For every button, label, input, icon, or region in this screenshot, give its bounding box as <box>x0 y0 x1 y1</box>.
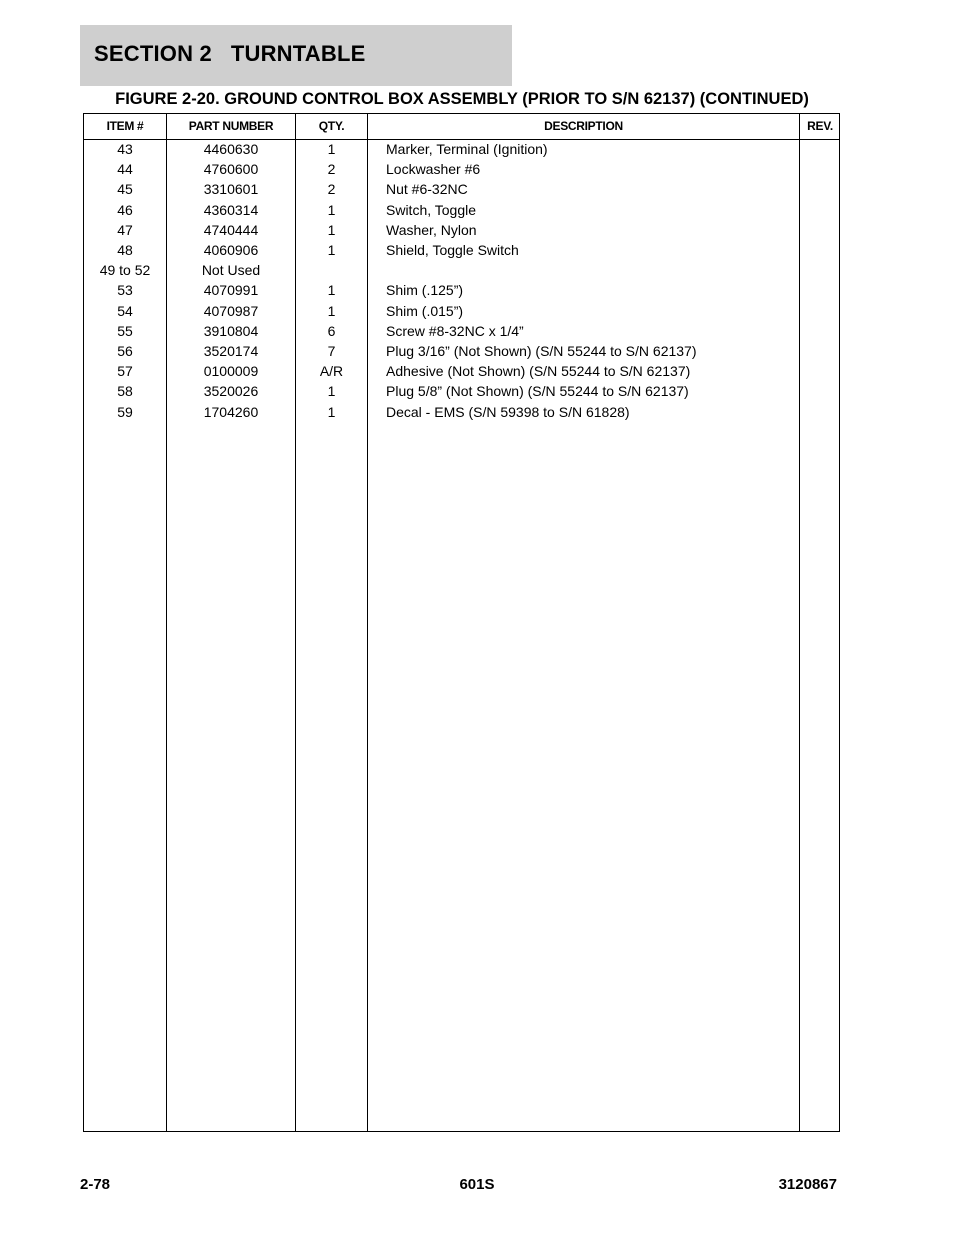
header-rev: REV. <box>807 119 833 133</box>
quantity-cell: 1 <box>327 141 336 157</box>
revision-cell <box>800 202 840 222</box>
description-cell: Nut #6-32NC <box>386 181 468 198</box>
section-title: SECTION 2 TURNTABLE <box>94 41 366 66</box>
revision-cell <box>800 303 840 323</box>
parts-table <box>83 113 840 1132</box>
revision-cell <box>800 161 840 181</box>
description-cell: Plug 5/8” (Not Shown) (S/N 55244 to S/N 62137) <box>386 383 689 400</box>
item-number-cell: 43 <box>117 141 133 157</box>
description-cell: Shim (.125”) <box>386 282 464 299</box>
model-name: 601S <box>459 1176 495 1193</box>
item-number-cell: 55 <box>117 322 133 339</box>
table-row <box>84 383 839 403</box>
description-cell: Switch, Toggle <box>386 201 477 218</box>
revision-cell <box>800 383 840 403</box>
item-number-cell: 59 <box>117 403 133 420</box>
quantity-cell <box>296 262 367 282</box>
table-row <box>84 303 839 323</box>
part-number-cell: 4070991 <box>203 282 259 299</box>
part-number-cell: 0100009 <box>203 363 259 380</box>
item-number-cell: 53 <box>117 282 133 299</box>
revision-cell <box>800 343 840 363</box>
header-item: ITEM # <box>106 119 144 133</box>
description-cell: Adhesive (Not Shown) (S/N 55244 to S/N 62137) <box>386 363 691 380</box>
table-row <box>84 363 839 383</box>
description-cell <box>386 262 796 282</box>
header-description: DESCRIPTION <box>544 119 623 133</box>
item-number-cell: 57 <box>117 363 133 380</box>
quantity-cell: 1 <box>327 242 336 258</box>
item-number-cell: 47 <box>117 221 133 238</box>
revision-cell <box>800 262 840 282</box>
table-row <box>84 222 839 242</box>
part-number-cell: 3310601 <box>203 181 259 198</box>
revision-cell <box>800 323 840 343</box>
part-number-cell: 3520026 <box>203 383 259 400</box>
revision-cell <box>800 181 840 201</box>
description-cell: Marker, Terminal (Ignition) <box>386 141 548 157</box>
quantity-cell: 2 <box>327 161 336 178</box>
quantity-cell: 1 <box>327 221 336 238</box>
item-number-cell: 46 <box>117 201 133 218</box>
quantity-cell: 6 <box>327 322 336 339</box>
revision-cell <box>800 141 840 161</box>
part-number-cell: 1704260 <box>203 403 259 420</box>
part-number-cell: 3520174 <box>203 343 259 359</box>
revision-cell <box>800 404 840 424</box>
table-header-row <box>84 114 839 140</box>
figure-title: FIGURE 2-20. GROUND CONTROL BOX ASSEMBLY (PRIOR TO S/N 62137) (CONTINUED) <box>115 90 809 108</box>
table-row <box>84 343 839 363</box>
revision-cell <box>800 222 840 242</box>
description-cell: Lockwasher #6 <box>386 161 481 178</box>
item-number-cell: 49 to 52 <box>99 262 151 279</box>
item-number-cell: 58 <box>117 383 133 400</box>
quantity-cell: 1 <box>327 403 336 420</box>
revision-cell <box>800 282 840 302</box>
table-row <box>84 202 839 222</box>
quantity-cell: 1 <box>327 383 336 400</box>
part-number-cell: 4360314 <box>203 201 259 218</box>
header-qty: QTY. <box>318 119 345 133</box>
page-number: 2-78 <box>80 1176 111 1193</box>
revision-cell <box>800 363 840 383</box>
quantity-cell: 1 <box>327 201 336 218</box>
part-number-cell: 4740444 <box>203 221 259 238</box>
description-cell: Screw #8-32NC x 1/4” <box>386 322 524 339</box>
table-row <box>84 282 839 302</box>
item-number-cell: 44 <box>117 161 133 178</box>
table-row <box>84 161 839 181</box>
quantity-cell: 7 <box>327 343 336 359</box>
quantity-cell: 1 <box>327 302 336 319</box>
part-number-cell: 4760600 <box>203 161 259 178</box>
quantity-cell: 2 <box>327 181 336 198</box>
header-part-number: PART NUMBER <box>188 119 274 133</box>
description-cell: Washer, Nylon <box>386 221 477 238</box>
part-number-cell: 3910804 <box>203 322 259 339</box>
part-number-cell: 4070987 <box>203 302 259 319</box>
description-cell: Plug 3/16” (Not Shown) (S/N 55244 to S/N 62137) <box>386 343 697 359</box>
description-cell: Shield, Toggle Switch <box>386 242 519 258</box>
table-row <box>84 181 839 201</box>
document-number: 3120867 <box>778 1176 837 1193</box>
table-row <box>84 323 839 343</box>
table-row <box>84 141 839 161</box>
item-number-cell: 48 <box>117 242 133 258</box>
item-number-cell: 45 <box>117 181 133 198</box>
quantity-cell: 1 <box>327 282 336 299</box>
part-number-cell: 4460630 <box>203 141 259 157</box>
table-row <box>84 262 839 282</box>
item-number-cell: 56 <box>117 343 133 359</box>
description-cell: Shim (.015”) <box>386 302 464 319</box>
item-number-cell: 54 <box>117 302 133 319</box>
quantity-cell: A/R <box>319 363 344 380</box>
table-row <box>84 404 839 424</box>
description-cell: Decal - EMS (S/N 59398 to S/N 61828) <box>386 403 630 420</box>
part-number-cell: 4060906 <box>203 242 259 258</box>
revision-cell <box>800 242 840 262</box>
table-row <box>84 242 839 262</box>
section-header-band <box>80 25 512 86</box>
part-number-cell: Not Used <box>201 262 261 279</box>
